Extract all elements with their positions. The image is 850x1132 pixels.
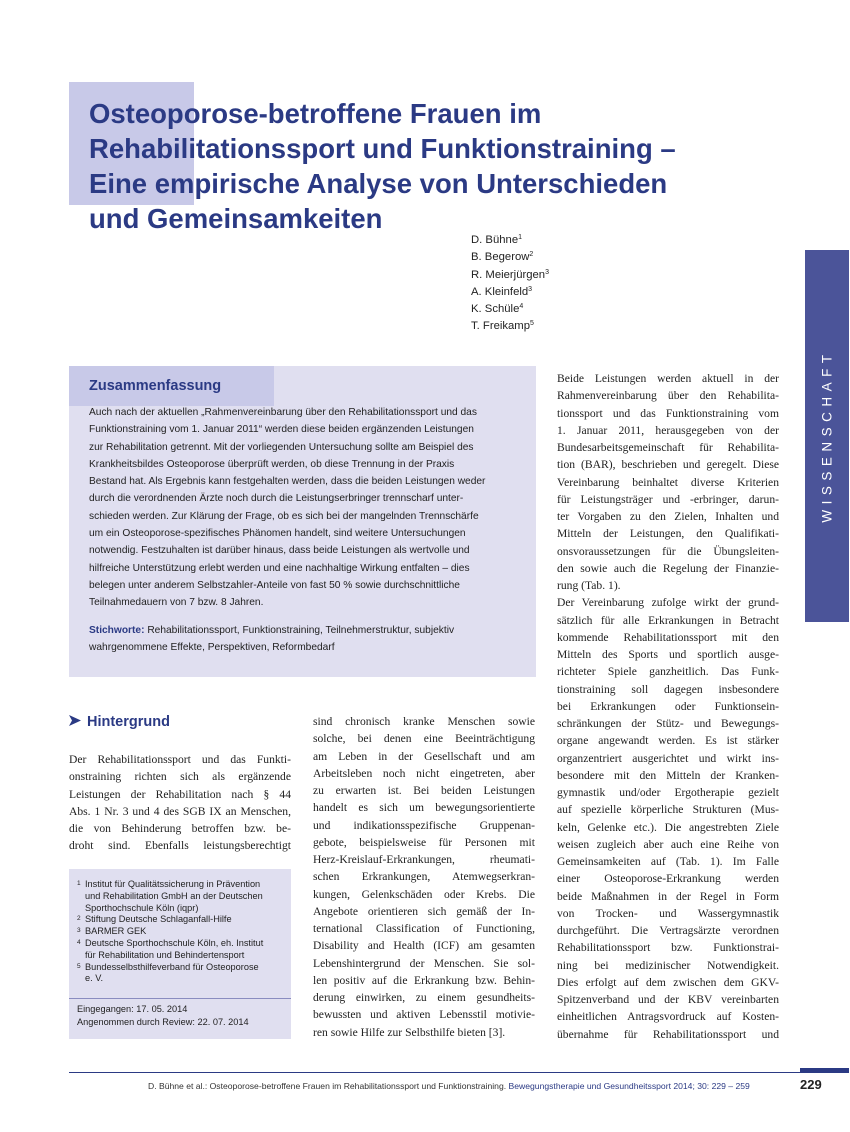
keywords-line: [89, 622, 521, 639]
text-line: richteter Spiele ganzheitlich. Das Funk-: [557, 665, 779, 679]
abstract-heading-block: [69, 366, 274, 406]
affiliation-text: [85, 926, 146, 938]
abstract-line: Bestand hat. Als Ergebnis kann festgehalten werden, dass die beiden Leistungen weder: [89, 476, 486, 488]
text-line: Dies erfolgt auf dem zwischen dem GKV-: [557, 975, 779, 989]
article-title: [89, 96, 739, 236]
text-line: am Leben in der Gesellschaft und am: [313, 749, 535, 763]
body-column-1: [69, 751, 291, 855]
text-line: schränkungen der Stütz- und Bewegungs-: [557, 717, 779, 730]
footer-rule: [69, 1072, 800, 1073]
abstract-line: um ein Osteoporose-spezifisches Phänomen handelt, sind weitere Untersuchungen: [89, 528, 466, 540]
abstract-line: Auch nach der aktuellen „Rahmenvereinbarung über den Rehabilitationssport und das: [89, 407, 477, 418]
title-line: Osteoporose-betroffene Frauen im: [89, 98, 542, 129]
text-line: bewussten und aktiven Lebensstil motivie-: [313, 1008, 535, 1022]
author: [471, 249, 549, 266]
date-line: Angenommen durch Review: 22. 07. 2014: [77, 1017, 249, 1027]
text-line: Arbeitsleben noch nicht eingetreten, aber: [313, 766, 535, 780]
text-line: onsvoraussetzungen für die Übungsleiten-: [557, 544, 779, 558]
dates: [77, 1003, 249, 1029]
body-column-2: [313, 713, 535, 1041]
abstract-line: zur Rehabilitation getrennt. Mit der vorliegenden Untersuchung sollte am Beispiel des: [89, 441, 474, 453]
keywords-text: Rehabilitationssport, Funktionstraining, Teilnehmerstruktur, subjektiv: [147, 625, 455, 636]
text-line: auf spezielle körperliche Strukturen (Mus-: [557, 803, 779, 817]
abstract-line: notwendig. Festzuhalten ist darüber hinaus, dass beide Leistungen als wertvolle und: [89, 545, 470, 557]
affiliation-line: Deutsche Sporthochschule Köln, eh. Institut: [85, 937, 264, 948]
text-line: Mitteln des Sports und sportlich ausge-: [557, 648, 779, 661]
text-line: weisen zugleich aber auch eine Reihe von: [557, 837, 779, 851]
text-line: für Leistungsträger und -erbringer, darun-: [557, 492, 779, 506]
affiliation-number: 2: [77, 915, 81, 923]
footer-citation: [148, 1081, 750, 1091]
text-line: Der Rehabilitationssport und das Funkti-: [69, 753, 291, 766]
keywords-line: [89, 639, 521, 656]
text-line: organe angewandt werden. Es ist stärker: [557, 734, 779, 748]
text-line: derung einwirken, zu einem gesundheits-: [313, 991, 535, 1004]
text-line: keln, Gelenke etc.). Die angestrebten Ziele: [557, 820, 779, 834]
affiliation: [77, 926, 287, 938]
affiliation-text: [85, 962, 259, 986]
title-line: Rehabilitationssport und Funktionstraining –: [89, 133, 676, 164]
text-line: kommende Rehabilitationssport mit den: [557, 630, 779, 644]
text-line: übernahme für Rehabilitationssport und: [557, 1027, 779, 1041]
text-line: Lebenshintergrund der Menschen. Sie sol-: [313, 956, 535, 970]
affiliation-line: für Rehabilitation und Behindertensport: [85, 949, 245, 960]
title-line: und Gemeinsamkeiten: [89, 203, 383, 234]
text-line: durchgeführt. Die Vertragsärzte verordnen: [557, 924, 779, 937]
keywords-text: wahrgenommene Effekte, Perspektiven, Reformbedarf: [89, 642, 335, 654]
text-line: Spitzenverband und der KBV vereinbarten: [557, 993, 779, 1006]
text-line: organzentriert ausgerichtet und wirkt ins-: [557, 751, 779, 765]
date-line: Eingegangen: 17. 05. 2014: [77, 1004, 188, 1014]
author-name: D. Bühne: [471, 234, 519, 246]
author: [471, 267, 549, 284]
section-tab-label: WISSENSCHAFT: [819, 349, 835, 523]
affiliation-line: und Rehabilitation GmbH an der Deutschen: [85, 890, 263, 901]
affiliation-marker: 5: [530, 320, 534, 328]
text-line: Vereinbarung beinhaltet diverse Kriterien: [557, 475, 779, 489]
affiliations-box: [69, 869, 291, 1039]
author: [471, 301, 549, 318]
text-line: Herz-Kreislauf-Erkrankungen, rheumati-: [313, 853, 535, 866]
affiliation-number: 3: [77, 927, 81, 935]
affiliation: [77, 962, 287, 986]
affiliation-line: BARMER GEK: [85, 926, 147, 937]
affiliation-line: Bundesselbsthilfeverband für Osteoporose: [85, 961, 259, 972]
affiliation-line: e. V.: [85, 973, 104, 984]
abstract-line: durch die verordnenden Ärzte noch durch die Leistungserbringer trennscharf unter-: [89, 493, 464, 505]
text-line: den sowie auch die Regelung der Finanzie-: [557, 561, 779, 575]
abstract-line: Krankheitsbildes Osteoporose überprüft werden, ob diese Trennung in der Praxis: [89, 458, 455, 470]
affiliation-text: [85, 938, 263, 962]
keywords: [89, 622, 521, 657]
affiliation: [77, 938, 287, 962]
body-column-3: [557, 370, 779, 1043]
text-line: tionssport und das Funktionstraining vom: [557, 406, 779, 420]
affiliation: [77, 879, 287, 914]
text-line: Abs. 1 Nr. 3 und 4 des SGB IX an Menschen,: [69, 804, 291, 818]
abstract-line: Funktionstraining vom 1. Januar 2011“ werden diese beiden ergänzenden Leistungen: [89, 424, 474, 436]
abstract-line: Teilnahmedauern von 7 bzw. 8 Jahren.: [89, 597, 264, 609]
text-line: ren sowie Hilfe zur Selbsthilfe bieten [3].: [313, 1025, 506, 1039]
text-line: schen Erkrankungen, Atemwegserkran-: [313, 870, 535, 884]
author: [471, 232, 549, 249]
author: [471, 284, 549, 301]
citation-text: D. Bühne et al.: Osteoporose-betroffene Frauen im Rehabilitationssport und Funktionstraining.: [148, 1081, 509, 1091]
affiliation-marker: 3: [545, 268, 549, 276]
text-line: Bundesarbeitsgemeinschaft für Rehabilita-: [557, 441, 779, 454]
text-line: einheitlichen Antragsvordruck auf Kosten-: [557, 1010, 779, 1024]
author-name: R. Meierjürgen: [471, 268, 546, 281]
text-line: die von Behinderung betroffen bzw. be-: [69, 822, 291, 835]
abstract-box: [69, 366, 536, 677]
text-line: tion (BAR), beschrieben und geregelt. Diese: [557, 458, 779, 472]
text-line: sind chronisch kranke Menschen sowie: [313, 715, 535, 728]
text-line: von Trocken- und Wassergymnastik: [557, 906, 779, 920]
affiliation-number: 5: [77, 962, 81, 970]
journal-reference: Bewegungstherapie und Gesundheitssport 2014; 30: 229 – 259: [508, 1081, 750, 1091]
footer-accent: [800, 1068, 849, 1073]
section-heading-text: Hintergrund: [87, 714, 170, 730]
text-line: rung (Tab. 1).: [557, 579, 621, 592]
text-line: Leistungen der Rehabilitation nach § 44: [69, 787, 291, 801]
affiliation-marker: 4: [519, 303, 524, 311]
affiliation-marker: 2: [529, 251, 534, 259]
text-line: Rahmenvereinbarung über den Rehabilita-: [557, 389, 779, 403]
title-line: Eine empirische Analyse von Unterschieden: [89, 168, 668, 199]
text-line: handelt es sich um bewegungsorientierte: [313, 801, 535, 815]
text-line: beide Maßnahmen in der Regel in Form: [557, 889, 779, 903]
affiliation-number: 4: [77, 938, 81, 946]
text-line: besondere mit den Mitteln der Kranken-: [557, 768, 779, 782]
author-list: [471, 232, 549, 336]
affiliation: [77, 914, 287, 926]
text-line: onstraining richten sich als ergänzende: [69, 770, 291, 784]
page-number: 229: [800, 1077, 822, 1092]
text-line: gymnastik und/oder Ergotherapie gezielt: [557, 786, 779, 799]
text-line: Gemeinsamkeiten auf (Tab. 1). Im Falle: [557, 855, 779, 868]
affiliation-number: 1: [77, 880, 81, 887]
text-line: kungen, Gelenkschäden oder Krebs. Die: [313, 887, 535, 901]
text-line: bei Erkrankungen oder Funktionsein-: [557, 699, 779, 713]
arrow-icon: [69, 714, 81, 730]
text-line: einer Osteoporose-Erkrankung werden: [557, 872, 779, 886]
text-line: Mitteln der Leistungen, den Qualifikati-: [557, 527, 779, 541]
affiliation-line: Stiftung Deutsche Schlaganfall-Hilfe: [85, 914, 232, 925]
text-line: ternational Classification of Functioning,: [313, 922, 535, 935]
affiliation-text: [85, 914, 232, 926]
author-name: K. Schüle: [471, 303, 520, 316]
affiliation-line: Institut für Qualitätssicherung in Prävention: [85, 879, 261, 889]
affiliation-marker: 3: [528, 285, 533, 293]
text-line: Angebote orientieren sich gemäß der In-: [313, 904, 535, 918]
author-name: T. Freikamp: [471, 320, 531, 333]
section-heading: [69, 714, 170, 730]
text-line: tionstraining soll dagegen insbesondere: [557, 682, 779, 696]
affiliation-line: Sporthochschule Köln (iqpr): [85, 902, 199, 913]
keywords-label: Stichworte:: [89, 625, 145, 636]
author-name: B. Begerow: [471, 251, 530, 264]
text-line: Disability and Health (ICF) am gesamten: [313, 939, 535, 953]
author-name: A. Kleinfeld: [471, 285, 529, 298]
affiliation-text: [85, 879, 263, 914]
author: [471, 318, 549, 335]
text-line: sätzlich für alle Erkrankungen in Betracht: [557, 613, 779, 627]
text-line: ning bei medizinischer Notwendigkeit.: [557, 958, 779, 972]
section-tab: [805, 250, 849, 622]
text-line: Rehabilitationssport bzw. Funktionstrai-: [557, 941, 779, 955]
text-line: Beide Leistungen werden aktuell in der: [557, 372, 779, 385]
text-line: droht sind. Ebenfalls leistungsberechtigt: [69, 839, 291, 853]
affiliation-list: [77, 879, 287, 985]
abstract-line: hilfreiche Unterstützung erlebt werden und eine nachhaltige Wirkung entfalten – dies: [89, 562, 470, 574]
affiliation-marker: 1: [518, 234, 523, 241]
abstract-heading: Zusammenfassung: [89, 378, 222, 394]
divider: [69, 998, 291, 999]
text-line: zu erwarten ist. Bei beiden Leistungen: [313, 784, 535, 797]
text-line: ter Vorgaben zu den Zielen, Inhalten und: [557, 510, 779, 523]
abstract-line: belegen unter anderem Selbstzahler-Anteile von fast 50 % sowie durchschnittliche: [89, 579, 460, 591]
text-line: und indikationsspezifische Gruppenan-: [313, 818, 535, 832]
text-line: gebote, beispielsweise für Personen mit: [313, 835, 535, 849]
text-line: 1. Januar 2011, herausgegeben von der: [557, 423, 779, 437]
text-line: Der Vereinbarung zufolge wirkt der grund-: [557, 596, 779, 610]
text-line: len positiv auf die Erkrankung bzw. Behin-: [313, 973, 535, 987]
abstract-line: schieden werden. Zur Klärung der Frage, ob es sich bei der mangelnden Trennschärfe: [89, 510, 479, 522]
abstract-text: [89, 404, 521, 612]
text-line: solche, bei denen eine Beeinträchtigung: [313, 732, 535, 746]
